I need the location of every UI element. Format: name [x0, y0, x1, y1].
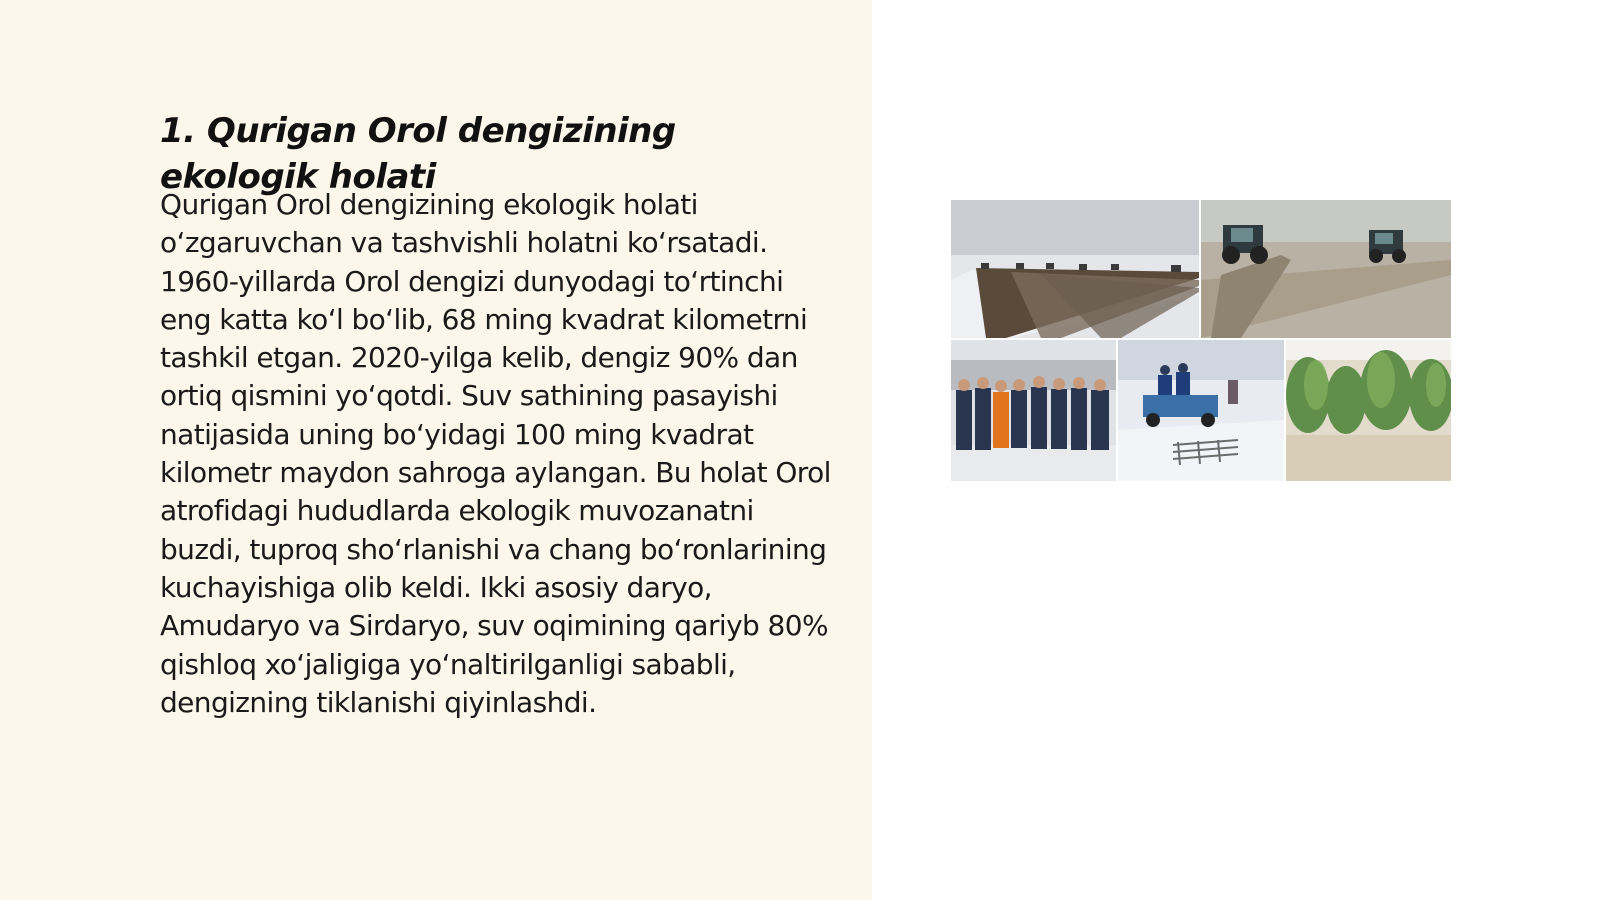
- photo-collage: [951, 200, 1451, 481]
- slide-body-text: Qurigan Orol dengizining ekologik holati o‘zgaruvchan va tashvishli holatni ko‘rsatadi. 1960-yillarda Orol dengizi dunyodagi to‘rtinchi eng katta ko‘l bo‘lib, 68 ming kvadrat kilometrni tashkil etgan. 2020-yilga kelib, dengiz 90% dan ortiq qismini yo‘qotdi. Suv sathining pasayishi natijasida uning bo‘yidagi 100 ming kvadrat kilometr maydon sahroga aylangan. Bu holat Orol atrofidagi hududlarda ekologik muvozanatni buzdi, tuproq sho‘rlanishi va chang bo‘ronlarining kuchayishiga olib keldi. Ikki asosiy daryo, Amudaryo va Sirdaryo, suv oqimining qariyb 80% qishloq xo‘jaligiga yo‘naltirilganligi sababli, dengizning tiklanishi qiyinlashdi.: [160, 188, 831, 719]
- tractors-photo: [1201, 200, 1451, 338]
- seabed-furrows-photo: [951, 200, 1199, 338]
- workers-group-photo: [951, 340, 1116, 481]
- blue-cart-photo: [1118, 340, 1284, 481]
- slide-title: 1. Qurigan Orol dengizining ekologik holati: [160, 111, 676, 197]
- green-bushes-photo: [1286, 340, 1451, 481]
